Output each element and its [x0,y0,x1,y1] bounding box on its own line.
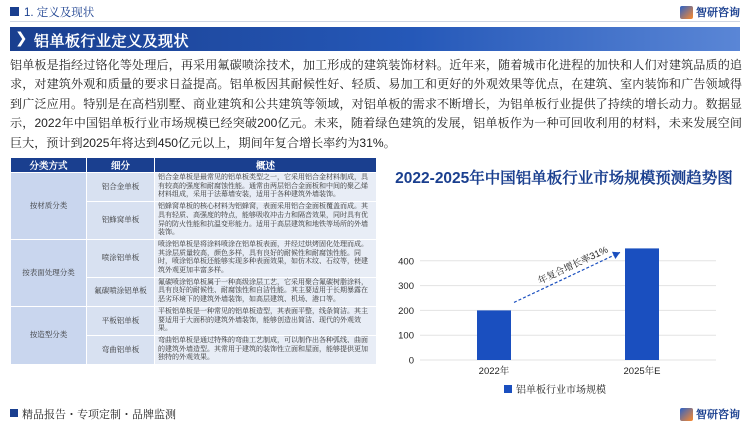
table-row [11,306,377,335]
footer-brand-name: 智研咨询 [696,409,740,421]
table-header-row [11,158,377,173]
bar-0 [477,310,511,360]
subcategory-cell: 铝合金单板 [87,173,155,202]
y-tick-label: 400 [398,256,414,268]
subcategory-cell: 喷涂铝单板 [87,239,155,277]
footer-tagline: 精品报告・专项定制・品牌监测 [22,409,176,421]
classification-table [10,157,377,365]
y-tick-label: 300 [398,281,414,293]
top-bar [0,0,750,26]
brand-logo-icon [680,408,693,421]
table-header: 细分 [87,158,155,173]
table-row [11,173,377,202]
table-header: 分类方式 [11,158,87,173]
category-cell: 按材质分类 [11,173,87,240]
category-cell: 按造型分类 [11,306,87,364]
subcategory-cell: 弯曲铝单板 [87,335,155,364]
y-tick-label: 200 [398,305,414,317]
description-cell: 平板铝单板是一种常见的铝单板造型，其表面平整，线条简洁。其主要适用于大面积的建筑外墙装饰，能够创造出简洁、现代的外观效果。 [155,306,377,335]
table-header: 概述 [155,158,377,173]
section-marker-icon [10,7,19,16]
brand-logo [680,4,740,20]
market-size-chart [386,228,742,400]
description-cell: 喷涂铝单板是将涂料喷涂在铝单板表面，并经过烘烤固化处理而成。其涂层质量较高，颜色多样，具有良好的耐候性和耐腐蚀性能。同时，喷涂铝单板还能够实现多种表面效果，如仿木纹、石纹等，使建筑外观更加丰富多样。 [155,239,377,277]
y-tick-label: 0 [408,355,414,367]
y-tick-label: 100 [398,330,414,342]
description-cell: 弯曲铝单板是通过特殊的弯曲工艺制成，可以制作出各种弧线、曲面的建筑外墙造型。其常用于建筑的装饰性立面和屋面，能够提供更加独特的外观效果。 [155,335,377,364]
subcategory-cell: 平板铝单板 [87,306,155,335]
description-cell: 氟碳喷涂铝单板属于一种高级涂层工艺，它采用聚合氟碳树脂涂料，具有良好的耐候性、耐腐蚀性和自洁性能。其主要适用于长期暴露在恶劣环境下的建筑外墙装饰，如高层建筑、机场、港口等。 [155,277,377,306]
banner-title: 铝单板行业定义及现状 [34,33,190,50]
x-tick-label: 2022年 [478,366,510,377]
footer-marker-icon [10,409,18,417]
section-banner [10,27,740,51]
legend-swatch [504,385,512,393]
brand-name: 智研咨询 [696,7,740,19]
legend-label: 铝单板行业市场规模 [516,385,606,396]
table-row [11,239,377,277]
growth-trend-arrow [514,252,620,302]
chart-title: 2022-2025年中国铝单板行业市场规模预测趋势图 [395,170,733,187]
description-cell: 铝合金单板是最常见的铝单板类型之一，它采用铝合金材料制成，具有较高的强度和耐腐蚀性能。通常由两层铝合金面板和中间的聚乙烯材料组成，采用于法幕墙安装，适用于各种建筑外墙装饰。 [155,173,377,202]
description-cell: 铝蜂窝单板的核心材料为铝蜂窝，表面采用铝合金面板覆盖而成。其具有轻质、高强度的特点，能够吸收冲击力和隔音效果，同时具有优异的防火性能和抗温变形能力。适用于高层建筑和地铁等场所的外墙装饰。 [155,202,377,240]
x-tick-label: 2025年E [623,366,661,377]
subcategory-cell: 氟碳喷涂铝单板 [87,277,155,306]
footer [0,404,750,422]
chevron-right-icon: ❯ [15,30,28,47]
subcategory-cell: 铝蜂窝单板 [87,202,155,240]
bar-1 [625,248,659,360]
footer-logo [680,406,740,422]
arrow-head-icon [612,252,620,259]
divider [10,21,740,22]
brand-logo-icon [680,6,693,19]
growth-annotation: 年复合增长率31% [536,244,610,287]
section-title: 1. 定义及现状 [24,7,95,19]
intro-paragraph: 铝单板是指经过铬化等处理后，再采用氟碳喷涂技术，加工形成的建筑装饰材料。近年来，随着城市化进程的加快和人们对建筑品质的追求，对建筑外观和质量的要求日益提高。铝单板因其耐候性好、轻质、易加工和更好的外观效果等优点，在建筑、室内装饰和广告领域得到广泛应用。特别是在高档别墅、商业建筑和公共建筑等领域，对铝单板的需求不断增长，为铝单板行业提供了持续的增长动力。数据显示，2022年中国铝单板行业市场规模已经突破200亿元。未来，随着绿色建筑的发展，铝单板作为一种可回收利用的材料，未来发展空间巨大，预计到2025年将达到450亿元以上，期间年复合增长率约为31%。 [10,58,742,150]
category-cell: 按表面处理分类 [11,239,87,306]
